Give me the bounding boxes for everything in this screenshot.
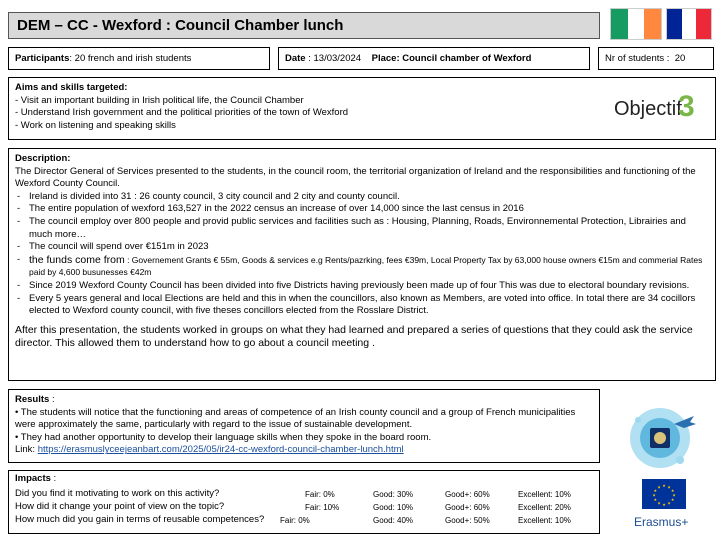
impacts-heading: Impacts — [15, 473, 51, 484]
impact-goodplus: Good+: 60% — [445, 503, 490, 512]
results-box — [8, 389, 600, 463]
svg-text:★: ★ — [670, 497, 675, 502]
date-box — [278, 47, 590, 70]
participants-box — [8, 47, 270, 70]
date-label: Date — [285, 53, 306, 64]
link-label: Link: — [15, 444, 38, 456]
svg-text:★: ★ — [670, 488, 675, 493]
impact-excellent: Excellent: 20% — [518, 503, 571, 512]
funds-rest: : Governement Grants € 55m, Goods & services e.g Rents/pazrking, fees €39m, Local Property Tax by 63,000 house owners €15m and commerial Rates paid by 4,600 busunesses €42m — [29, 254, 703, 278]
svg-text:★: ★ — [667, 484, 671, 490]
impact-question: How much did you gain in terms of reusable competences? — [15, 514, 265, 525]
description-intro: The Director General of Services presented to the students, in the council room, the territorial organization of Ireland and the responsibilities and functioning of the Wexford County Council. — [15, 165, 696, 190]
results-item: • They had another opportunity to develop their language skills when they spoke in the board room. — [15, 431, 432, 443]
svg-text:★: ★ — [657, 484, 661, 490]
impact-goodplus: Good+: 60% — [445, 490, 490, 499]
nr-students-box — [598, 47, 714, 70]
impacts-box — [8, 470, 600, 534]
svg-text:★: ★ — [672, 492, 676, 498]
impact-goodplus: Good+: 50% — [445, 516, 490, 525]
impact-good: Good: 40% — [373, 516, 414, 525]
ireland-flag-icon — [610, 8, 662, 40]
impact-fair: Fair: 0% — [280, 516, 310, 525]
description-list — [15, 191, 709, 318]
description-after: After this presentation, the students worked in groups on what they had learned and prepared a series of questions that they could ask the service director. This allowed them to understand how to go about a council meeting . — [15, 323, 693, 349]
impact-fair: Fair: 10% — [305, 503, 340, 512]
list-item: - The entire population of wexford 163,527 in the 2022 census an increase of over 14,000 since the last census in 2016 — [15, 203, 709, 216]
participants-value: : 20 french and irish students — [69, 53, 192, 64]
aims-item: - Understand Irish government and the political priorities of the town of Wexford — [15, 107, 349, 119]
impact-excellent: Excellent: 10% — [518, 516, 571, 525]
list-item-funds — [15, 254, 709, 280]
svg-text:★: ★ — [653, 488, 658, 493]
impact-row — [15, 487, 593, 500]
erasmus-school-logo — [622, 398, 698, 474]
results-link[interactable]: https://erasmuslyceejeanbart.com/2025/05/ir24-cc-wexford-council-chamber-lunch.html — [37, 444, 404, 456]
impact-question: Did you find it motivating to work on this activity? — [15, 488, 220, 499]
impacts-colon: : — [50, 473, 57, 484]
impact-good: Good: 10% — [373, 503, 414, 512]
list-item: - Since 2019 Wexford County Council has been divided into five Districts having previously been made up of four This was due to electoral boundary revisions. — [15, 280, 709, 293]
list-item: - The council employ over 800 people and provid public services and facilities such as : Housing, Planning, Roads, Environnemental Protection, Librairies and much more… — [15, 216, 709, 241]
nr-students-label: Nr of students : — [605, 53, 670, 64]
aims-item: - Work on listening and speaking skills — [15, 119, 176, 131]
svg-text:★: ★ — [662, 483, 666, 488]
list-item: - Ireland is divided into 31 : 26 county council, 3 city council and 2 city and county council. — [15, 191, 709, 204]
objectif-3-logo — [614, 92, 702, 124]
eu-flag-icon — [642, 479, 686, 509]
funds-lead: the funds come from — [29, 253, 125, 266]
svg-text:★: ★ — [662, 502, 666, 507]
svg-text:★: ★ — [657, 500, 661, 506]
list-item: - Every 5 years general and local Elections are held and this in when the councillors, also known as Members, are voted into office. In total there are 34 cocillors elected to Wexford county council, with five theses concillors elected from the Rosslare District. — [15, 293, 709, 318]
objectif-number: 3 — [678, 90, 695, 123]
aims-box — [8, 77, 716, 140]
impact-good: Good: 30% — [373, 490, 414, 499]
description-heading: Description: — [15, 153, 71, 164]
aims-item: - Visit an important building in Irish political life, the Council Chamber — [15, 94, 304, 106]
results-item: • The students will notice that the functioning and areas of competence of an Irish county council and a group of French municipalities were approximately the same, particularly with regard to the issue of sustainable development. — [15, 406, 576, 431]
impact-row — [15, 513, 593, 526]
france-flag-icon — [666, 8, 712, 40]
erasmus-label: Erasmus+ — [634, 515, 689, 529]
nr-students-value: 20 — [674, 53, 686, 64]
impact-row — [15, 500, 593, 513]
page-title: DEM – CC - Wexford : Council Chamber lunch — [17, 17, 344, 34]
impact-question: How did it change your point of view on the topic? — [15, 501, 225, 512]
list-item: - The council will spend over €151m in 2023 — [15, 241, 709, 254]
impact-excellent: Excellent: 10% — [518, 490, 571, 499]
place-label: Place: Council chamber of Wexford — [371, 53, 532, 64]
aims-heading: Aims and skills targeted: — [15, 82, 128, 93]
svg-text:★: ★ — [652, 492, 656, 498]
results-heading: Results — [15, 394, 50, 405]
description-box — [8, 148, 716, 381]
impact-fair: Fair: 0% — [305, 490, 335, 499]
participants-label: Participants — [15, 53, 70, 64]
svg-text:★: ★ — [667, 500, 671, 506]
title-bar — [8, 12, 600, 39]
results-colon: : — [49, 394, 55, 405]
date-value: : 13/03/2024 — [305, 53, 362, 64]
svg-text:★: ★ — [653, 497, 658, 502]
objectif-word: Objectif — [614, 98, 682, 120]
